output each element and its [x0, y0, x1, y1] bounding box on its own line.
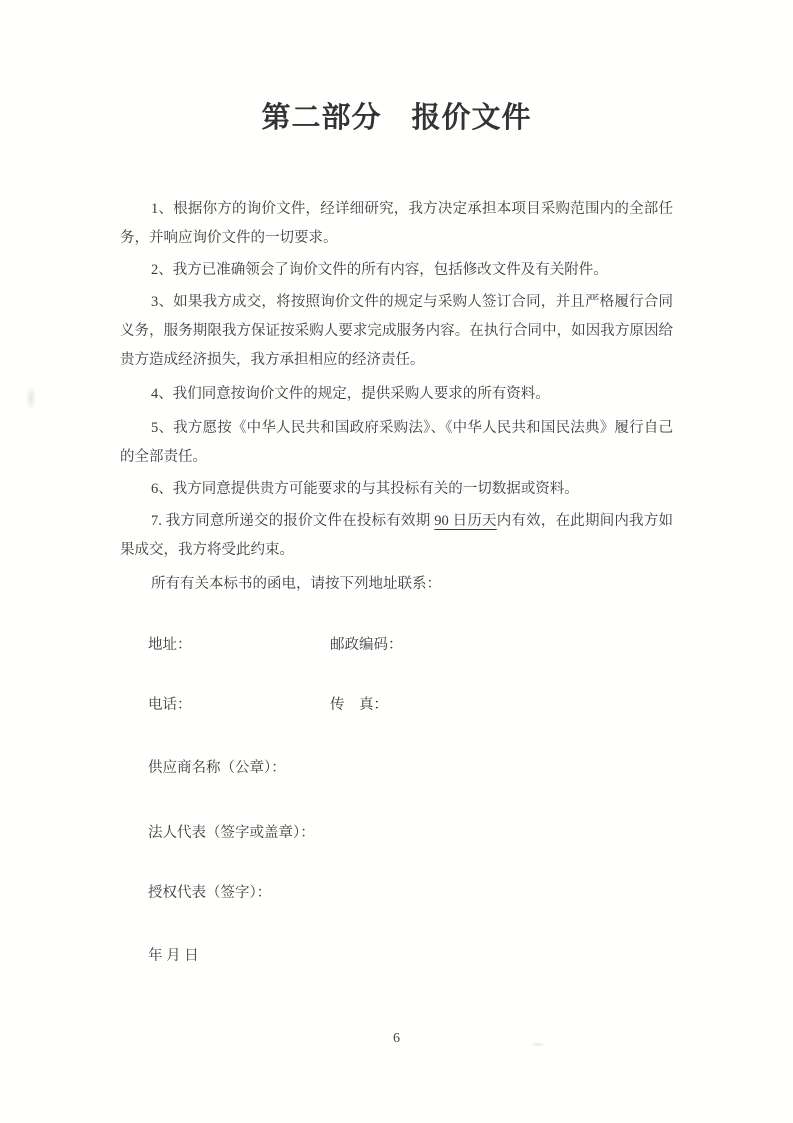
- date-label: 年 月 日: [148, 948, 199, 964]
- address-label: 地址：: [148, 637, 192, 653]
- scan-artifact: [26, 385, 36, 411]
- document-body: [120, 195, 673, 971]
- legal-rep-row: [120, 819, 673, 848]
- paragraph-3: 3、如果我方成交，将按照询价文件的规定与采购人签订合同，并且严格履行合同义务，服务期限我方保证按采购人要求完成服务内容。在执行合同中，如因我方原因给贵方造成经济损失，我方承担相应的经济责任。: [120, 294, 673, 368]
- contact-note: 所有有关本标书的函电，请按下列地址联系：: [151, 576, 441, 592]
- supplier-name-label: 供应商名称（公章）：: [148, 760, 286, 776]
- paragraph-1: 1、根据你方的询价文件，经详细研究，我方决定承担本项目采购范围内的全部任务，并响应询价文件的一切要求。: [120, 201, 673, 246]
- auth-rep-label: 授权代表（签字）：: [148, 885, 272, 901]
- paragraph-5: 5、我方愿按《中华人民共和国政府采购法》、《中华人民共和国民法典》履行自己的全部责任。: [120, 420, 673, 465]
- address-row: [120, 631, 673, 660]
- postal-code-label: 邮政编码：: [330, 637, 403, 653]
- fax-label: 传 真：: [330, 697, 388, 713]
- paragraph-2: 2、我方已准确领会了询价文件的所有内容，包括修改文件及有关附件。: [151, 262, 608, 278]
- date-row: [120, 942, 673, 971]
- document-title: 第二部分 报价文件: [261, 102, 532, 134]
- paragraph-6: 6、我方同意提供贵方可能要求的与其投标有关的一切数据或资料。: [151, 481, 579, 497]
- paragraph-7-suffix: 内有效，在此期间内我方如果成交，我方将受此约束。: [120, 513, 674, 558]
- phone-row: [120, 691, 673, 720]
- paragraph-4: 4、我们同意按询价文件的规定，提供采购人要求的所有资料。: [151, 386, 550, 402]
- auth-rep-row: [120, 879, 673, 908]
- validity-period-value: 90 日历天: [434, 513, 497, 529]
- paragraph-7-prefix: 7. 我方同意所递交的报价文件在投标有效期: [151, 513, 435, 529]
- paragraph-7: [120, 507, 673, 565]
- legal-rep-label: 法人代表（签字或盖章）：: [148, 825, 315, 841]
- phone-label: 电话：: [148, 697, 192, 713]
- supplier-name-row: [120, 754, 673, 783]
- page-number: 6: [393, 1031, 400, 1046]
